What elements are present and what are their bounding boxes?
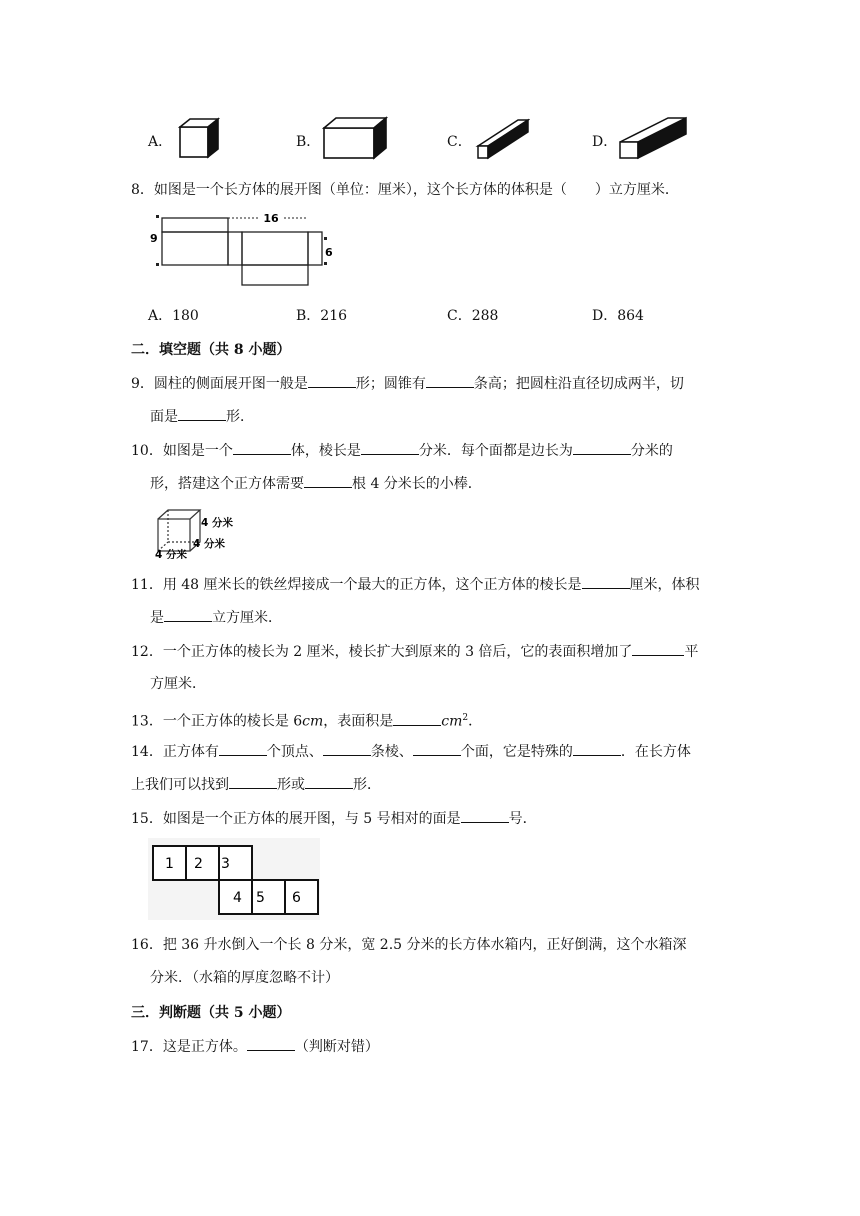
q17-text-2: （判断对错） <box>294 1039 379 1055</box>
q15-cube-net-figure <box>148 838 320 920</box>
q11-text-4: 立方厘米． <box>212 610 282 626</box>
q10-fig-bottom-label: 4 分米 <box>155 549 187 559</box>
q9-text-4: 面是 <box>150 409 178 425</box>
q15-face-2: 2 <box>194 856 203 872</box>
q17-blank-1[interactable] <box>247 1036 295 1051</box>
q13-text-1: 13．一个正方体的棱长是 6 <box>131 713 303 730</box>
q11-line-1 <box>131 574 700 595</box>
q14-blank-2[interactable] <box>323 741 371 756</box>
q17-line <box>131 1036 379 1057</box>
q14-text-5: ．在长方体 <box>620 744 691 760</box>
q16-line-2: 分米．（水箱的厚度忽略不计） <box>150 970 339 986</box>
q15-face-5: 5 <box>256 890 265 906</box>
q15-line <box>131 808 537 829</box>
q8-question: 8．如图是一个长方体的展开图（单位：厘米），这个长方体的体积是（ ）立方厘米． <box>131 182 679 198</box>
q14-line-2 <box>131 774 381 795</box>
q7-option-b-label: B． <box>296 134 321 150</box>
q7-option-a-label: A． <box>148 134 173 150</box>
q7-option-b-prism <box>322 116 388 160</box>
q14-line-1 <box>131 741 691 762</box>
q10-blank-1[interactable] <box>233 440 291 455</box>
q14-blank-3[interactable] <box>413 741 461 756</box>
q10-text-1: 10．如图是一个 <box>131 443 233 459</box>
q13-unit-sup: 2 <box>462 713 469 723</box>
q8-option-c: C．288 <box>447 308 499 324</box>
q14-text-1: 14．正方体有 <box>131 744 219 760</box>
q12-blank-1[interactable] <box>632 641 684 656</box>
q9-line-2 <box>150 406 254 427</box>
q15-face-6: 6 <box>292 890 301 906</box>
q8-option-a: A．180 <box>148 308 199 324</box>
q14-text-8: 形． <box>353 777 381 793</box>
q14-text-3: 条棱、 <box>370 744 413 760</box>
section-fill-in-blank-heading: 二．填空题（共 8 小题） <box>131 342 291 358</box>
q11-blank-2[interactable] <box>164 607 212 622</box>
q14-blank-5[interactable] <box>229 774 277 789</box>
q9-blank-1[interactable] <box>308 373 356 388</box>
q9-blank-2[interactable] <box>426 373 474 388</box>
q9-line-1 <box>131 373 684 394</box>
q13-text-2: ，表面积是 <box>323 713 394 730</box>
q7-option-a-cube <box>178 117 220 159</box>
q7-option-c-prism <box>474 116 530 162</box>
q10-blank-3[interactable] <box>573 440 631 455</box>
q15-face-4: 4 <box>233 890 242 906</box>
q13-blank-1[interactable] <box>393 711 441 726</box>
section-true-false-heading: 三．判断题（共 5 小题） <box>131 1005 291 1021</box>
q11-text-3: 是 <box>150 610 164 626</box>
q14-blank-4[interactable] <box>573 741 621 756</box>
q10-blank-4[interactable] <box>304 473 352 488</box>
q10-blank-2[interactable] <box>361 440 419 455</box>
q10-line-1 <box>131 440 673 461</box>
q15-text-2: 号． <box>508 811 537 827</box>
q9-text-2: 形；圆锥有 <box>355 376 426 392</box>
q14-text-6: 上我们可以找到 <box>131 777 229 793</box>
q9-text-1: 9．圆柱的侧面展开图一般是 <box>131 376 308 392</box>
q14-text-7: 形或 <box>277 777 305 793</box>
q10-text-3: 分米．每个面都是边长为 <box>418 443 573 459</box>
q15-face-3: 3 <box>221 856 230 872</box>
q15-blank-1[interactable] <box>461 808 509 823</box>
q17-text-1: 17．这是正方体。 <box>131 1039 247 1055</box>
q13-line <box>131 708 482 732</box>
q11-blank-1[interactable] <box>582 574 630 589</box>
q11-text-1: 11．用 48 厘米长的铁丝焊接成一个最大的正方体，这个正方体的棱长是 <box>131 577 582 593</box>
q14-blank-1[interactable] <box>219 741 267 756</box>
q11-line-2 <box>150 607 282 628</box>
q15-face-1: 1 <box>165 856 174 872</box>
q8-cuboid-net-figure <box>148 210 333 292</box>
q10-text-5: 形，搭建这个正方体需要 <box>150 476 304 492</box>
q7-option-d-prism <box>618 116 688 162</box>
q14-text-4: 个面，它是特殊的 <box>460 744 573 760</box>
q12-line-2: 方厘米． <box>150 676 206 692</box>
q10-text-6: 根 4 分米长的小棒． <box>352 476 482 492</box>
q8-fig-top-length: 16 <box>263 212 279 225</box>
q14-blank-6[interactable] <box>305 774 353 789</box>
q16-line-1: 16．把 36 升水倒入一个长 8 分米，宽 2.5 分米的长方体水箱内，正好倒满，这个水箱深 <box>131 937 687 953</box>
q11-text-2: 厘米，体积 <box>629 577 700 593</box>
q13-text-3: ． <box>468 713 483 730</box>
q9-text-5: 形． <box>226 409 254 425</box>
q10-line-2 <box>150 473 482 494</box>
q10-fig-right-label: 4 分米 <box>201 517 233 529</box>
q8-option-b: B．216 <box>296 308 348 324</box>
q8-option-d: D．864 <box>592 308 644 324</box>
q7-option-c-label: C． <box>447 134 472 150</box>
q12-text-2: 平 <box>684 644 699 660</box>
q10-fig-depth-label: 4 分米 <box>193 538 225 550</box>
q14-text-2: 个顶点、 <box>266 744 323 760</box>
q12-line-1 <box>131 641 698 662</box>
q9-blank-3[interactable] <box>178 406 226 421</box>
q10-cube-figure <box>151 505 241 559</box>
q8-fig-left-length: 9 <box>150 232 158 245</box>
q10-text-4: 分米的 <box>630 443 673 459</box>
q9-text-3: 条高；把圆柱沿直径切成两半，切 <box>473 376 684 392</box>
q8-fig-right-length: 6 <box>325 246 333 259</box>
q12-text-1: 12．一个正方体的棱长为 2 厘米，棱长扩大到原来的 3 倍后，它的表面积增加了 <box>131 644 633 660</box>
q7-option-d-label: D． <box>592 134 618 150</box>
q15-text-1: 15．如图是一个正方体的展开图，与 5 号相对的面是 <box>131 811 461 827</box>
q13-unit-2: cm <box>441 713 463 730</box>
q13-unit-1: cm <box>302 713 324 730</box>
q10-text-2: 体，棱长是 <box>290 443 361 459</box>
